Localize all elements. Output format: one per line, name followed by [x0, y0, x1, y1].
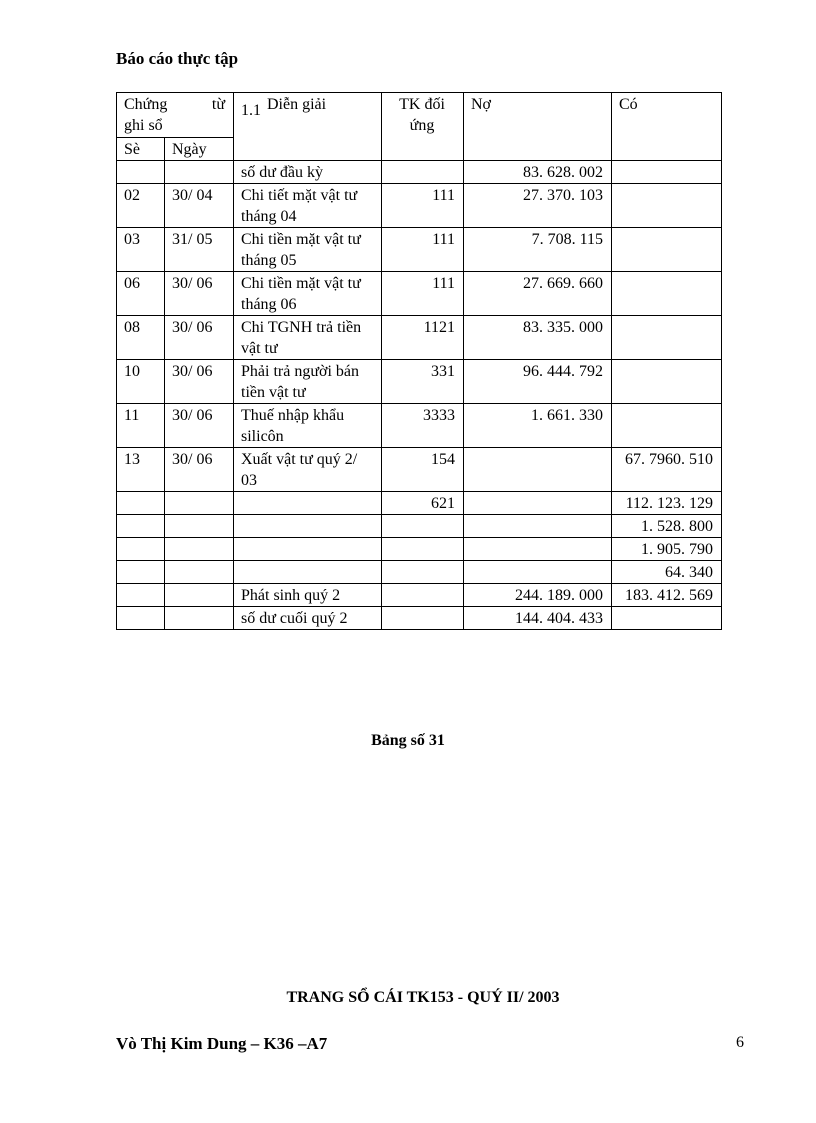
- cell-so: 11: [117, 404, 165, 448]
- header-no: Nợ: [464, 93, 612, 161]
- table-row: [117, 492, 722, 515]
- cell-co: [612, 316, 722, 360]
- author-name: Vò Thị Kim Dung – K36 –A7: [116, 1034, 328, 1053]
- cell-dien-giai: Chi TGNH trả tiền vật tư: [234, 316, 382, 360]
- header-so: Sè: [117, 138, 165, 161]
- cell-co: [612, 161, 722, 184]
- cell-dien-giai: [234, 538, 382, 561]
- table-row: [117, 538, 722, 561]
- cell-co: 1. 905. 790: [612, 538, 722, 561]
- table-row: [117, 316, 722, 360]
- table-row: [117, 561, 722, 584]
- table-row: [117, 184, 722, 228]
- cell-co: [612, 184, 722, 228]
- cell-tk-doi-ung: 3333: [382, 404, 464, 448]
- cell-dien-giai: Thuế nhập khẩu silicôn: [234, 404, 382, 448]
- cell-co: [612, 404, 722, 448]
- cell-ngay: 30/ 06: [165, 316, 234, 360]
- cell-dien-giai: Chi tiền mặt vật tư tháng 05: [234, 228, 382, 272]
- cell-tk-doi-ung: [382, 561, 464, 584]
- ledger-page-title: TRANG SỔ CÁI TK153 - QUÝ II/ 2003: [286, 989, 560, 1006]
- cell-no: 144. 404. 433: [464, 607, 612, 630]
- cell-so: [117, 607, 165, 630]
- cell-no: 83. 628. 002: [464, 161, 612, 184]
- cell-tk-doi-ung: 621: [382, 492, 464, 515]
- cell-co: 64. 340: [612, 561, 722, 584]
- cell-no: [464, 515, 612, 538]
- cell-dien-giai: [234, 515, 382, 538]
- cell-tk-doi-ung: 331: [382, 360, 464, 404]
- cell-co: 112. 123. 129: [612, 492, 722, 515]
- cell-co: [612, 607, 722, 630]
- cell-ngay: [165, 515, 234, 538]
- report-title: Báo cáo thực tập: [116, 49, 239, 68]
- cell-dien-giai: Phải trả người bán tiền vật tư: [234, 360, 382, 404]
- cell-so: 08: [117, 316, 165, 360]
- header-chung-tu-c: ghi sổ: [124, 117, 163, 134]
- cell-no: [464, 561, 612, 584]
- header-chung-tu-a: Chứng: [124, 96, 168, 113]
- cell-ngay: [165, 161, 234, 184]
- cell-ngay: [165, 538, 234, 561]
- header-chung-tu-b: từ: [211, 96, 225, 113]
- cell-so: [117, 161, 165, 184]
- cell-dien-giai: [234, 492, 382, 515]
- cell-so: 03: [117, 228, 165, 272]
- cell-ngay: [165, 492, 234, 515]
- header-chung-tu: [117, 93, 234, 138]
- cell-tk-doi-ung: 1121: [382, 316, 464, 360]
- cell-ngay: 30/ 06: [165, 360, 234, 404]
- cell-dien-giai: Chi tiết mặt vật tư tháng 04: [234, 184, 382, 228]
- cell-no: [464, 448, 612, 492]
- cell-co: [612, 228, 722, 272]
- cell-tk-doi-ung: [382, 584, 464, 607]
- cell-so: 02: [117, 184, 165, 228]
- cell-no: [464, 492, 612, 515]
- cell-co: [612, 360, 722, 404]
- header-dien-giai-index: 1.1: [241, 102, 261, 119]
- cell-ngay: 30/ 06: [165, 272, 234, 316]
- table-row: [117, 161, 722, 184]
- cell-ngay: [165, 607, 234, 630]
- cell-tk-doi-ung: 111: [382, 228, 464, 272]
- cell-co: 1. 528. 800: [612, 515, 722, 538]
- cell-ngay: [165, 584, 234, 607]
- cell-tk-doi-ung: [382, 538, 464, 561]
- cell-tk-doi-ung: 154: [382, 448, 464, 492]
- cell-no: 27. 669. 660: [464, 272, 612, 316]
- cell-so: [117, 492, 165, 515]
- cell-no: 244. 189. 000: [464, 584, 612, 607]
- cell-ngay: 30/ 06: [165, 448, 234, 492]
- cell-dien-giai: Phát sinh quý 2: [234, 584, 382, 607]
- table-row: [117, 515, 722, 538]
- header-dien-giai-label: Diễn giải: [267, 96, 327, 113]
- cell-dien-giai: Xuất vật tư quý 2/ 03: [234, 448, 382, 492]
- cell-ngay: 31/ 05: [165, 228, 234, 272]
- cell-tk-doi-ung: [382, 515, 464, 538]
- cell-so: [117, 538, 165, 561]
- cell-dien-giai: số dư cuối quý 2: [234, 607, 382, 630]
- cell-tk-doi-ung: 111: [382, 272, 464, 316]
- table-row: [117, 272, 722, 316]
- table-row: [117, 360, 722, 404]
- header-tk-doi-ung: TK đối ứng: [382, 93, 464, 161]
- table-row: [117, 228, 722, 272]
- cell-tk-doi-ung: [382, 607, 464, 630]
- table-row: [117, 607, 722, 630]
- page-number: 6: [736, 1034, 744, 1051]
- cell-co: 183. 412. 569: [612, 584, 722, 607]
- header-dien-giai: [234, 93, 382, 161]
- cell-dien-giai: Chi tiền mặt vật tư tháng 06: [234, 272, 382, 316]
- cell-ngay: 30/ 06: [165, 404, 234, 448]
- cell-co: [612, 272, 722, 316]
- table-header-row: [117, 93, 722, 138]
- cell-co: 67. 7960. 510: [612, 448, 722, 492]
- table-caption: Bảng số 31: [371, 732, 445, 749]
- cell-ngay: 30/ 04: [165, 184, 234, 228]
- cell-no: [464, 538, 612, 561]
- cell-no: 1. 661. 330: [464, 404, 612, 448]
- cell-no: 96. 444. 792: [464, 360, 612, 404]
- cell-dien-giai: số dư đầu kỳ: [234, 161, 382, 184]
- cell-no: 27. 370. 103: [464, 184, 612, 228]
- table-row: [117, 584, 722, 607]
- cell-dien-giai: [234, 561, 382, 584]
- header-co: Có: [612, 93, 722, 161]
- table-row: [117, 404, 722, 448]
- cell-ngay: [165, 561, 234, 584]
- cell-tk-doi-ung: [382, 161, 464, 184]
- ledger-table: [116, 92, 722, 630]
- cell-tk-doi-ung: 111: [382, 184, 464, 228]
- cell-so: [117, 515, 165, 538]
- cell-so: [117, 584, 165, 607]
- cell-so: 06: [117, 272, 165, 316]
- cell-so: 10: [117, 360, 165, 404]
- cell-no: 83. 335. 000: [464, 316, 612, 360]
- table-row: [117, 448, 722, 492]
- cell-so: [117, 561, 165, 584]
- cell-no: 7. 708. 115: [464, 228, 612, 272]
- cell-so: 13: [117, 448, 165, 492]
- header-ngay: Ngày: [165, 138, 234, 161]
